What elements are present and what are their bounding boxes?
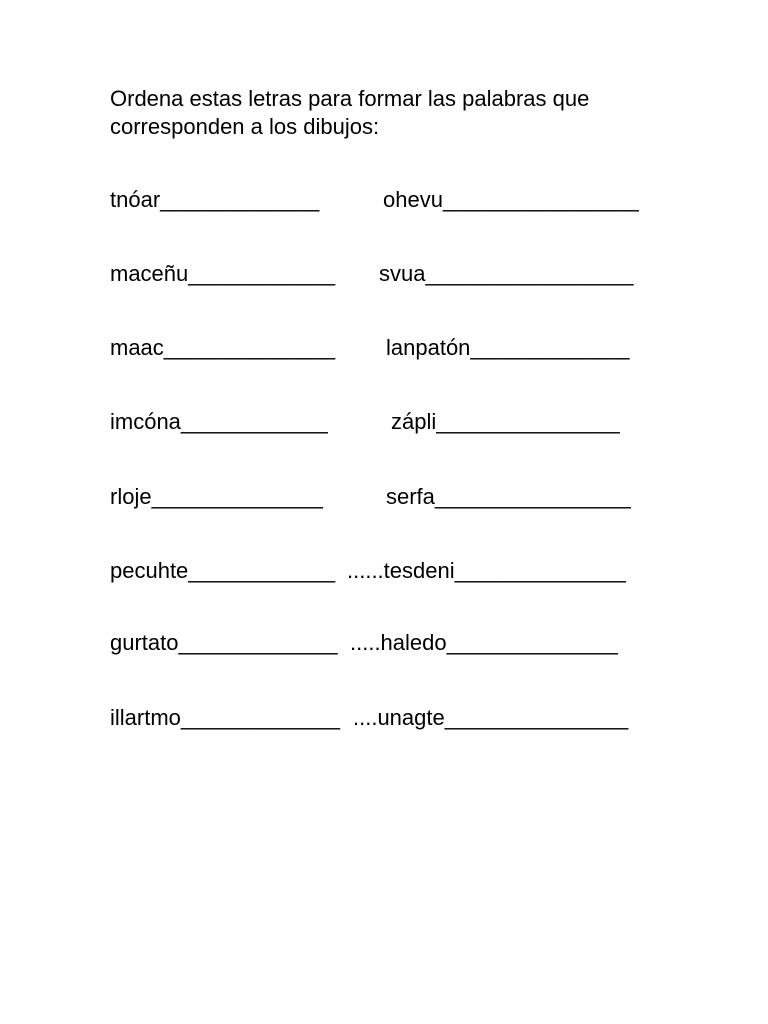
instructions-line-2: corresponden a los dibujos: (110, 114, 380, 139)
instructions-line-1: Ordena estas letras para formar las palabras que (110, 86, 590, 111)
scrambled-word-entry: maceñu____________ (110, 261, 336, 286)
instructions-text (110, 85, 670, 141)
scrambled-word-entry: ......tesdeni______________ (347, 558, 626, 583)
scrambled-word-entry: svua_________________ (379, 261, 634, 286)
scrambled-word-entry: serfa________________ (386, 484, 631, 509)
scrambled-word-entry: rloje______________ (110, 484, 323, 509)
scrambled-word-entry: maac______________ (110, 335, 336, 360)
scrambled-word-entry: ohevu________________ (383, 187, 639, 212)
scrambled-word-entry: imcóna____________ (110, 409, 328, 434)
scrambled-word-entry: illartmo_____________ (110, 705, 340, 730)
scrambled-word-entry: ....unagte_______________ (353, 705, 629, 730)
scrambled-word-entry: pecuhte____________ (110, 558, 336, 583)
scrambled-word-entry: gurtato_____________ (110, 630, 338, 655)
scrambled-word-entry: zápli_______________ (391, 409, 620, 434)
scrambled-word-entry: lanpatón_____________ (386, 335, 630, 360)
scrambled-word-entry: tnóar_____________ (110, 187, 320, 212)
scrambled-word-entry: .....haledo______________ (350, 630, 618, 655)
